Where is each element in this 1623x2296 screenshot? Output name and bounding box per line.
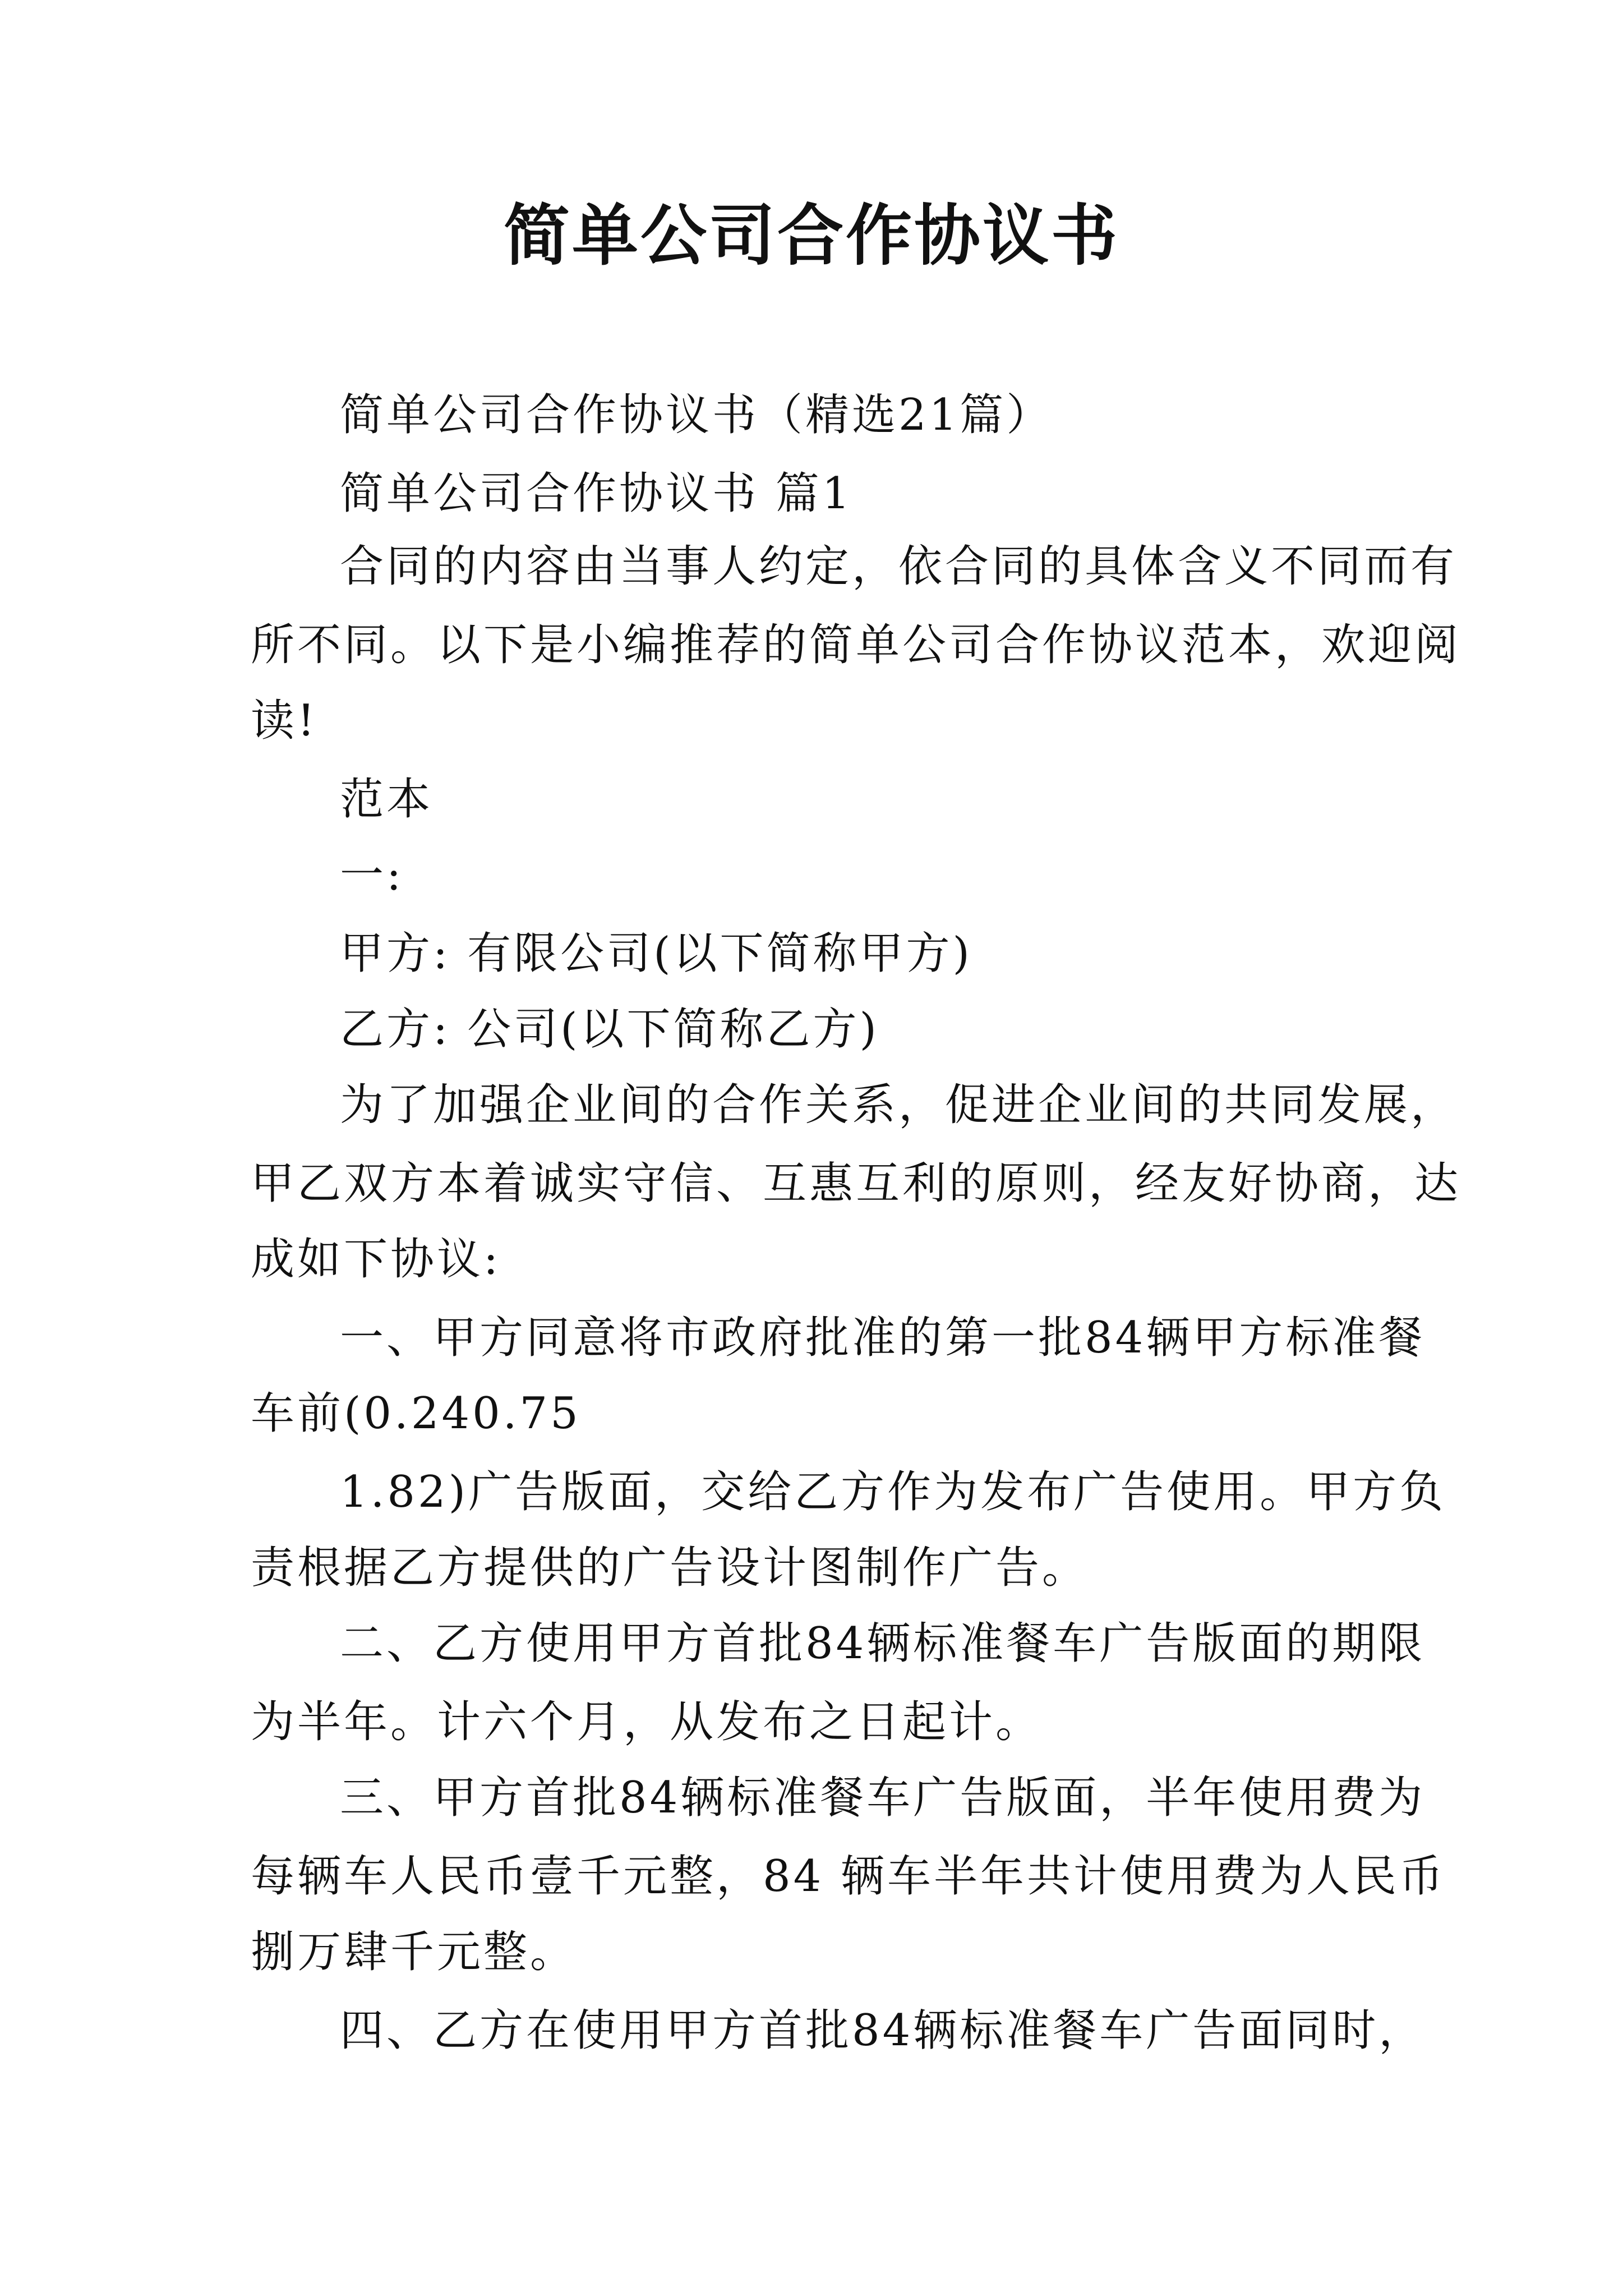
document-title: 简单公司合作协议书 [503,196,1119,274]
paragraph-line: 甲乙双方本着诚实守信、互惠互利的原则，经友好协商，达 [251,1158,1461,1209]
clause-line: 车前(0.240.75 [251,1388,581,1439]
paragraph-line: 为了加强企业间的合作关系，促进企业间的共同发展， [340,1080,1458,1130]
clause-line: 为半年。计六个月，从发布之日起计。 [251,1697,1043,1747]
party-b-line: 乙方: 公司(以下简称乙方) [340,1004,879,1055]
paragraph-line: 所不同。以下是小编推荐的简单公司合作协议范本，欢迎阅 [251,620,1461,670]
clause-line: 责根据乙方提供的广告设计图制作广告。 [251,1543,1089,1593]
paragraph-line: 成如下协议: [251,1234,501,1285]
clause-line: 1.82)广告版面，交给乙方作为发布广告使用。甲方负 [340,1467,1446,1517]
clause-line: 一、甲方同意将市政府批准的第一批84辆甲方标准餐 [340,1313,1426,1363]
paragraph-line: 合同的内容由当事人约定，依合同的具体含义不同而有 [340,541,1458,592]
party-a-line: 甲方: 有限公司(以下简称甲方) [340,928,972,979]
paragraph-line: 范本 [340,774,434,825]
clause-line: 二、乙方使用甲方首批84辆标准餐车广告版面的期限 [340,1618,1426,1669]
paragraph-line: 读! [251,696,318,746]
clause-line: 每辆车人民币壹千元整，84 辆车半年共计使用费为人民币 [251,1851,1446,1902]
paragraph-line: 一: [340,850,404,900]
clause-line: 四、乙方在使用甲方首批84辆标准餐车广告面同时， [340,2005,1426,2056]
clause-line: 三、甲方首批84辆标准餐车广告版面，半年使用费为 [340,1773,1426,1823]
section-heading: 简单公司合作协议书 篇1 [340,468,853,519]
clause-line: 捌万肆千元整。 [251,1927,577,1977]
subtitle-line: 简单公司合作协议书（精选21篇） [340,390,1053,440]
